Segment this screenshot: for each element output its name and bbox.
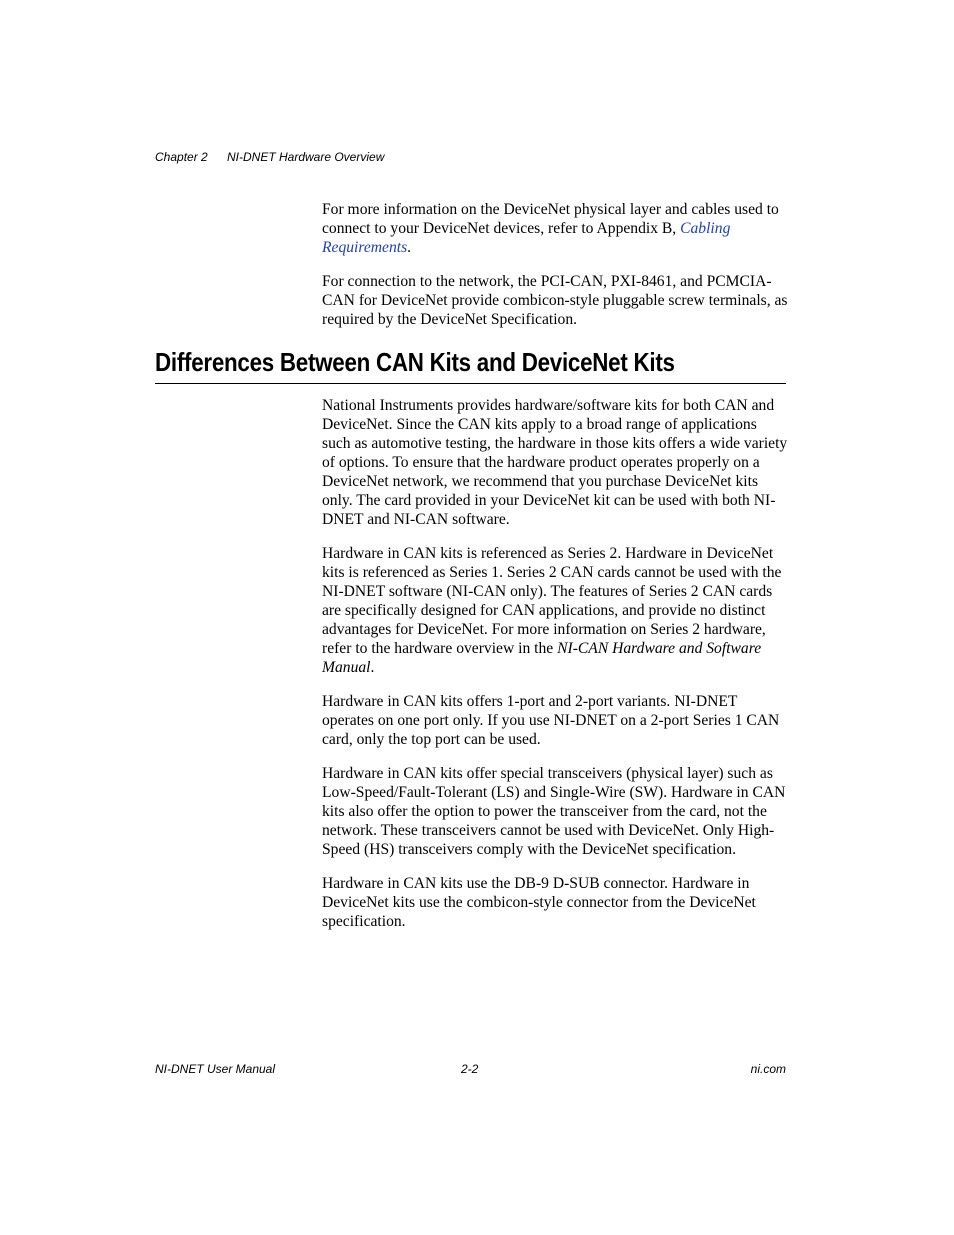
section-paragraph-3: Hardware in CAN kits offers 1-port and 2-port variants. NI-DNET operates on one port only. If you use NI-DNET on a 2-port Series 1 CAN card, only the top port can be used.	[322, 693, 780, 748]
section-paragraph-5: Hardware in CAN kits use the DB-9 D-SUB connector. Hardware in DeviceNet kits use the combicon-style connector from the DeviceNet specification.	[322, 875, 756, 930]
section-heading: Differences Between CAN Kits and DeviceNet Kits	[155, 347, 675, 377]
intro-paragraph-2: For connection to the network, the PCI-CAN, PXI-8461, and PCMCIA-CAN for DeviceNet provide combicon-style pluggable screw terminals, as required by the DeviceNet Specification.	[322, 273, 788, 328]
footer-manual-name: NI-DNET User Manual	[155, 1062, 276, 1076]
header-title: NI-DNET Hardware Overview	[227, 150, 385, 164]
intro-p1-end: .	[407, 239, 412, 256]
section-paragraph-2	[322, 544, 788, 677]
intro-p1-text: For more information on the DeviceNet physical layer and cables used to connect to your DeviceNet devices, refer to Appendix B,	[322, 201, 779, 237]
section-p2-end: .	[370, 659, 375, 676]
section-body	[322, 396, 788, 931]
intro-block	[322, 200, 788, 329]
cabling-requirements-link[interactable]: Cabling Requirements	[322, 220, 731, 256]
footer-site: ni.com	[750, 1062, 786, 1076]
footer-page-number: 2-2	[461, 1062, 479, 1076]
manual-title-reference: NI-CAN Hardware and Software Manual	[322, 640, 762, 676]
running-header	[155, 150, 384, 165]
intro-paragraph-1	[322, 200, 788, 257]
section-p2-text: Hardware in CAN kits is referenced as Series 2. Hardware in DeviceNet kits is referenced as Series 1. Series 2 CAN cards cannot be used with the NI-DNET software (NI-CAN only). The features of Series 2 CAN cards are specifically designed for CAN applications, and provide no distinct advantages for DeviceNet. For more information on Series 2 hardware, refer to the hardware overview in the	[322, 545, 782, 657]
section-paragraph-1: National Instruments provides hardware/software kits for both CAN and DeviceNet. Since the CAN kits apply to a broad range of applications such as automotive testing, the hardware in those kits offers a wide variety of options. To ensure that the hardware product operates properly on a DeviceNet network, we recommend that you purchase DeviceNet kits only. The card provided in your DeviceNet kit can be used with both NI-DNET and NI-CAN software.	[322, 397, 788, 528]
heading-rule	[155, 383, 786, 384]
header-chapter: Chapter 2	[155, 150, 208, 164]
section-paragraph-4: Hardware in CAN kits offer special transceivers (physical layer) such as Low-Speed/Fault-Tolerant (LS) and Single-Wire (SW). Hardware in CAN kits also offer the option to power the transceiver from the card, not the network. These transceivers cannot be used with DeviceNet. Only High-Speed (HS) transceivers comply with the DeviceNet specification.	[322, 765, 786, 858]
